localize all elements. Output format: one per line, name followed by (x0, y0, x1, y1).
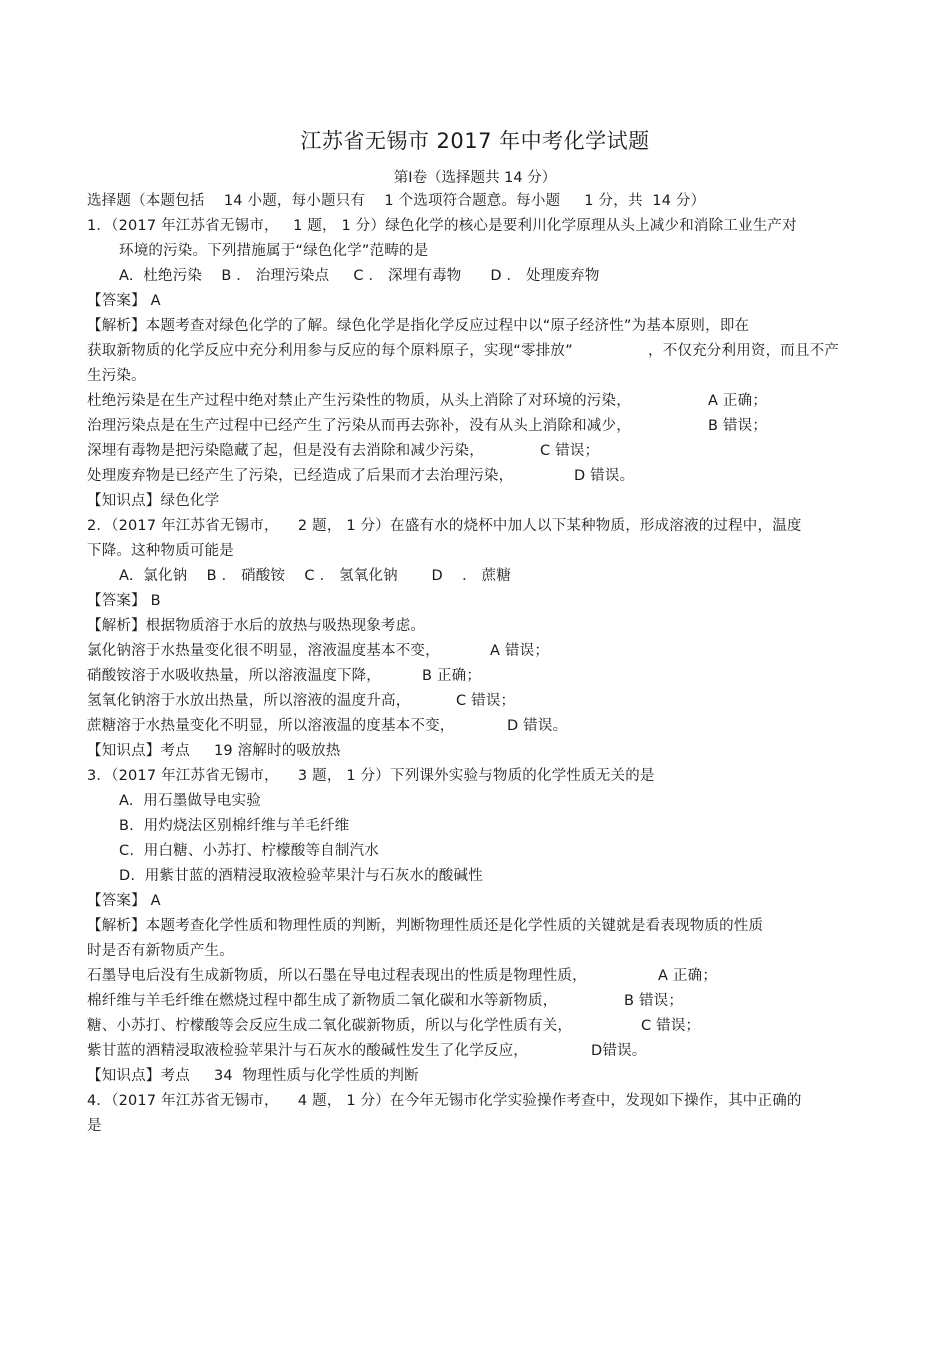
q3-reason-d-verdict: D错误。 (591, 1043, 647, 1059)
q1-reason-b: 治理污染点是在生产过程中已经产生了污染从而再去弥补，没有从头上消除和减少， (87, 418, 631, 434)
q3-stem: 3．（2017 年江苏省无锡市， 3 题， 1 分）下列课外实验与物质的化学性质无关的是 (87, 768, 655, 784)
q2-answer: 【答案】 B (87, 593, 161, 609)
q3-answer: 【答案】 A (87, 893, 161, 909)
q2-reason-c-verdict: C 错误； (456, 693, 516, 709)
q1-reason-c: 深埋有毒物是把污染隐藏了起，但是没有去消除和减少污染， (87, 443, 484, 459)
q3-reason-c: 糖、小苏打、柠檬酸等会反应生成二氧化碳新物质，所以与化学性质有关， (87, 1018, 573, 1034)
q3-option-a: A. 用石墨做导电实验 (119, 793, 261, 809)
q2-knowledge-point: 【知识点】考点 19 溶解时的吸放热 (87, 743, 341, 759)
q1-reason-d: 处理废弃物是已经产生了污染，已经造成了后果而才去治理污染， (87, 468, 514, 484)
section-subtitle: 第Ⅰ卷（选择题共 14 分） (393, 170, 557, 186)
q3-reason-a-verdict: A 正确； (658, 968, 718, 984)
q1-analysis-line3: 生污染。 (87, 368, 146, 384)
q1-answer: 【答案】 A (87, 293, 161, 309)
q2-reason-a: 氯化钠溶于水热量变化很不明显，溶液温度基本不变， (87, 643, 440, 659)
q1-analysis-line1: 【解析】本题考查对绿色化学的了解。绿色化学是指化学反应过程中以“原子经济性”为基本原则，即在 (87, 318, 750, 334)
q1-analysis-line2a: 获取新物质的化学反应中充分利用参与反应的每个原料原子，实现“零排放” (87, 343, 573, 359)
q3-reason-b: 棉纤维与羊毛纤维在燃烧过程中都生成了新物质二氧化碳和水等新物质， (87, 993, 558, 1009)
q2-reason-b-verdict: B 正确； (422, 668, 482, 684)
q2-reason-c: 氢氧化钠溶于水放出热量，所以溶液的温度升高， (87, 693, 411, 709)
q1-stem-line1: 1．（2017 年江苏省无锡市， 1 题， 1 分）绿色化学的核心是要利川化学原理从头上减少和消除工业生产对 (87, 218, 797, 234)
q2-stem-line1: 2．（2017 年江苏省无锡市， 2 题， 1 分）在盛有水的烧杯中加人以下某种物质，形成溶液的过程中，温度 (87, 518, 802, 534)
q1-reason-a-verdict: A 正确； (708, 393, 768, 409)
q4-stem-line1: 4．（2017 年江苏省无锡市， 4 题， 1 分）在今年无锡市化学实验操作考查中，发现如下操作，其中正确的 (87, 1093, 802, 1109)
page-title: 江苏省无锡市 2017 年中考化学试题 (300, 129, 650, 153)
q1-analysis-line2b: ，不仅充分利用资，而且不产 (648, 343, 840, 359)
q1-reason-b-verdict: B 错误； (708, 418, 768, 434)
q2-reason-d-verdict: D 错误。 (507, 718, 568, 734)
q3-analysis-line2: 时是否有新物质产生。 (87, 943, 234, 959)
q2-analysis: 【解析】根据物质溶于水后的放热与吸热现象考虑。 (87, 618, 426, 634)
q3-analysis-line1: 【解析】本题考查化学性质和物理性质的判断，判断物理性质还是化学性质的关键就是看表现物质的性质 (87, 918, 764, 934)
q3-option-c: C. 用白糖、小苏打、柠檬酸等自制汽水 (119, 843, 379, 859)
q3-knowledge-point: 【知识点】考点 34 物理性质与化学性质的判断 (87, 1068, 419, 1084)
q3-reason-b-verdict: B 错误； (624, 993, 684, 1009)
q4-stem-line2: 是 (87, 1118, 102, 1134)
q1-options: A. 杜绝污染 B ． 治理污染点 C ． 深埋有毒物 D ． 处理废弃物 (119, 268, 600, 284)
q2-reason-d: 蔗糖溶于水热量变化不明显，所以溶液温的度基本不变， (87, 718, 455, 734)
q3-option-b: B. 用灼烧法区别棉纤维与羊毛纤维 (119, 818, 350, 834)
q2-options: A. 氯化钠 B ． 硝酸铵 C ． 氢氧化钠 D ． 蔗糖 (119, 568, 512, 584)
q2-reason-b: 硝酸铵溶于水吸收热量，所以溶液温度下降， (87, 668, 381, 684)
q1-reason-c-verdict: C 错误； (540, 443, 600, 459)
q1-knowledge-point: 【知识点】绿色化学 (87, 493, 220, 509)
q3-reason-a: 石墨导电后没有生成新物质，所以石墨在导电过程表现出的性质是物理性质， (87, 968, 587, 984)
q3-reason-c-verdict: C 错误； (641, 1018, 701, 1034)
q1-reason-d-verdict: D 错误。 (574, 468, 635, 484)
q3-option-d: D. 用紫甘蓝的酒精浸取液检验苹果汁与石灰水的酸碱性 (119, 868, 483, 884)
q3-reason-d: 紫甘蓝的酒精浸取液检验苹果汁与石灰水的酸碱性发生了化学反应， (87, 1043, 528, 1059)
q1-reason-a: 杜绝污染是在生产过程中绝对禁止产生污染性的物质，从头上消除了对环境的污染， (87, 393, 631, 409)
q1-stem-line2: 环境的污染。下列措施属于“绿色化学”范畴的是 (119, 243, 429, 259)
q2-reason-a-verdict: A 错误； (490, 643, 550, 659)
q2-stem-line2: 下降。这种物质可能是 (87, 543, 234, 559)
section-intro: 选择题（本题包括 14 小题，每小题只有 1 个选项符合题意。每小题 1 分，共 14 分） (87, 193, 706, 209)
